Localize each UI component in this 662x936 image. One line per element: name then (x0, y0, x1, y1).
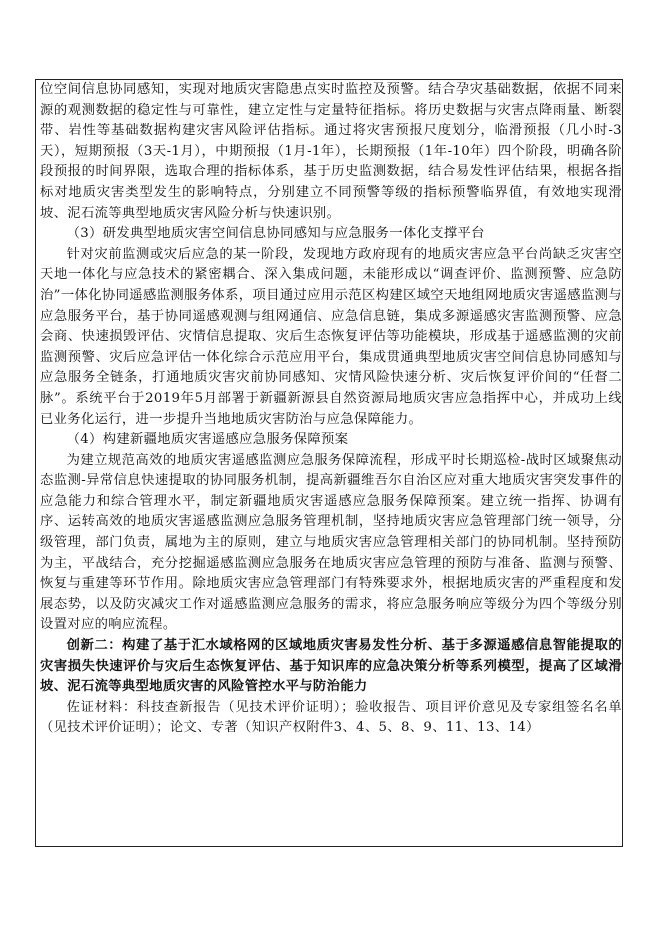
paragraph-platform: 针对灾前监测或灾后应急的某一阶段，发现地方政府现有的地质灾害应急平台尚缺乏灾害空天地一体化与应急技术的紧密耦合、深入集成问题，未能形成以“调查评价、监测预警、应急防治”一体化协同遥感监测服务体系，项目通过应用示范区构建区域空天地组网地质灾害遥感监测与应急服务平台，基于协同遥感观测与组网通信、应急信息链，集成多源遥感灾害监测预警、应急会商、快速损毁评估、灾情信息提取、灾后生态恢复评估等功能模块，形成基于遥感监测的灾前监测预警、灾后应急评估一体化综合示范应用平台，集成贯通典型地质灾害空间信息协同感知与应急服务全链条，打通地质灾害灾前协同感知、灾情风险快速分析、灾后恢复评价间的“任督二脉”。系统平台于2019年5月部署于新疆新源县自然资源局地质灾害应急指挥中心，并成功上线已业务化运行，进一步提升当地地质灾害防治与应急保障能力。 (40, 246, 622, 427)
evidence-materials: 佐证材料：科技查新报告（见技术评价证明）；验收报告、项目评价意见及专家组签名名单（见技术评价证明）；论文、专著（知识产权附件3、4、5、8、9、11、13、14） (40, 699, 622, 736)
paragraph-risk-analysis: 位空间信息协同感知，实现对地质灾害隐患点实时监控及预警。结合孕灾基础数据，依据不同来源的观测数据的稳定性与可靠性，建立定性与定量特征指标。将历史数据与灾害点降雨量、断裂带、岩性等基础数据构建灾害风险评估指标。通过将灾害预报尺度划分，临滑预报（几小时-3天），短期预报（3天-1月），中期预报（1月-1年），长期预报（1年-10年）四个阶段，明确各阶段预报的时间界限，选取合理的指标体系，基于历史监测数据，结合易发性评估结果，根据各指标对地质灾害类型发生的影响特点，分别建立不同预警等级的指标预警临界值，有效地实现滑坡、泥石流等典型地质灾害风险分析与快速识别。 (40, 82, 622, 221)
innovation-two-heading: 创新二：构建了基于汇水域格网的区域地质灾害易发性分析、基于多源遥感信息智能提取的灾害损失快速评价与灾后生态恢复评估、基于知识库的应急决策分析等系列模型，提高了区域滑坡、泥石流等典型地质灾害的风险管控水平与防治能力 (40, 638, 622, 695)
heading-platform: （3）研发典型地质灾害空间信息协同感知与应急服务一体化支撑平台 (66, 226, 485, 242)
document-body (40, 80, 622, 739)
paragraph-emergency-plan: 为建立规范高效的地质灾害遥感监测应急服务保障流程，形成平时长期巡检-战时区域聚焦动态监测-异常信息快速提取的协同服务机制，提高新疆维吾尔自治区应对重大地质灾害突发事件的应急能力和综合管理水平，制定新疆地质灾害遥感应急服务保障预案。建立统一指挥、协调有序、运转高效的地质灾害遥感监测应急服务管理机制，坚持地质灾害应急管理部门统一领导，分级管理，部门负责，属地为主的原则，建立与地质灾害应急管理相关部门的协同机制。坚持预防为主，平战结合，充分挖掘遥感监测应急服务在地质灾害应急管理的预防与准备、监测与预警、恢复与重建等环节作用。除地质灾害应急管理部门有特殊要求外，根据地质灾害的严重程度和发展态势，以及防灾减灾工作对遥感监测应急服务的需求，将应急服务响应等级分为四个等级分别设置对应的响应流程。 (40, 452, 622, 633)
heading-emergency-plan: （4）构建新疆地质灾害遥感应急服务保障预案 (66, 432, 349, 448)
